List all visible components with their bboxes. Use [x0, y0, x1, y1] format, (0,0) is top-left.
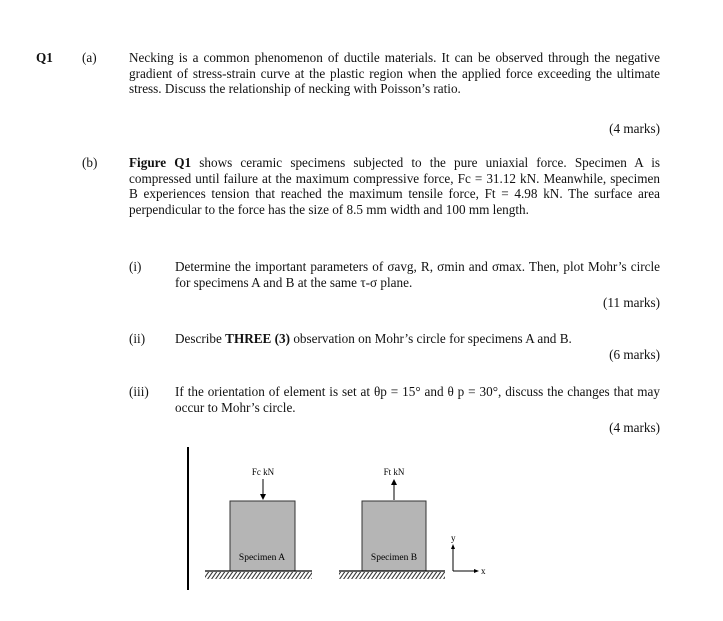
force-b-arrowhead — [391, 479, 397, 485]
specimen-a-label: Specimen A — [238, 553, 286, 563]
sub-iii-marks: (4 marks) — [609, 420, 660, 435]
sub-iii-label: (iii) — [129, 384, 149, 399]
part-b-text — [129, 155, 660, 217]
part-a-marks: (4 marks) — [609, 121, 660, 136]
sub-ii-text — [175, 331, 660, 347]
sub-ii-label: (ii) — [129, 331, 146, 346]
part-a-text: Necking is a common phenomenon of ductile materials. It can be observed through the negative gradient of stress-strain curve at the plastic region when the applied force exceeding the ultimate stress. Discuss the relationship of necking with Poisson’s ratio. — [129, 50, 660, 97]
axes-group — [451, 533, 486, 576]
sub-i-text: Determine the important parameters of σavg, R, σmin and σmax. Then, plot Mohr’s circle for specimens A and B at the same τ-σ plane. — [175, 259, 660, 290]
part-b-label: (b) — [82, 155, 98, 170]
axis-y-arrowhead — [451, 544, 455, 549]
question-number: Q1 — [36, 50, 53, 65]
sub-ii-text-bold: THREE (3) — [225, 331, 291, 346]
specimen-a-group — [205, 467, 312, 579]
axis-x-label: x — [481, 566, 486, 576]
specimen-b-group — [339, 467, 445, 579]
figure-q1 — [180, 440, 490, 595]
sub-iii-text: If the orientation of element is set at θp = 15° and θ p = 30°, discuss the changes that may occur to Mohr’s circle. — [175, 384, 660, 415]
force-a-arrowhead — [260, 494, 266, 500]
axis-y-label: y — [451, 533, 456, 543]
part-a-label: (a) — [82, 50, 97, 65]
sub-i-marks: (11 marks) — [602, 295, 660, 310]
force-a-label: Fc kN — [251, 467, 275, 477]
specimen-b-label: Specimen B — [370, 553, 418, 563]
sub-ii-text-after: observation on Mohr’s circle for specimens A and B. — [290, 331, 572, 346]
sub-ii-text-before: Describe — [175, 331, 226, 346]
axis-x-arrowhead — [474, 569, 479, 573]
sub-ii-marks: (6 marks) — [609, 347, 660, 362]
ground-b-hatch — [339, 572, 445, 579]
figure-ref: Figure Q1 — [129, 155, 192, 170]
sub-i-label: (i) — [129, 259, 142, 274]
ground-a-hatch — [205, 572, 312, 579]
force-b-label: Ft kN — [383, 467, 405, 477]
part-b-body: shows ceramic specimens subjected to the pure uniaxial force. Specimen A is compressed until failure at the maximum compressive force, Fc = 31.12 kN. Meanwhile, specimen B experiences tension that reached the maximum tensile force, Ft = 4.98 kN. The surface area perpendicular to the force has the size of 8.5 mm width and 100 mm length. — [129, 155, 661, 217]
